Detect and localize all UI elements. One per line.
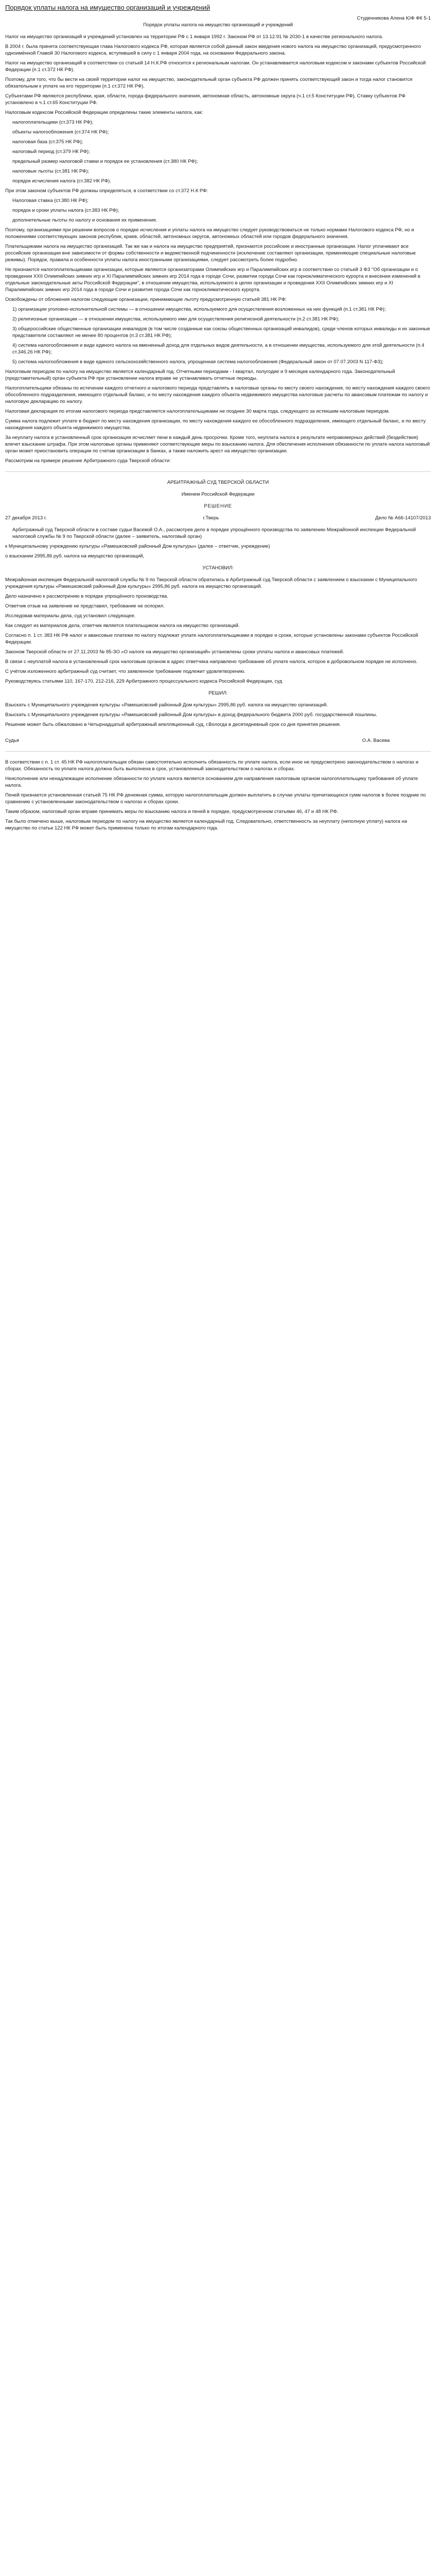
exemption-item: 3) общероссийские общественные организации инвалидов (в том числе созданные как союзы общественных организаций инвалидов), среди членов которых инвалиды и их законные представители составляют не менее 80 процентов (п.3 ст.381 НК РФ); bbox=[12, 326, 430, 338]
decision-paragraph: Исследовав материалы дела, суд установил следующее. bbox=[5, 613, 136, 619]
outro-paragraph: В соответствии с п. 1 ст. 45 НК РФ налогоплательщик обязан самостоятельно исполнить обязанность по уплате налога, если иное не предусмотрено законодательством о налогах и сборах. Обязанность по уплате налога должна быть выполнена в срок, установленный законодательством о налогах и сборах. bbox=[5, 759, 418, 772]
tax-element-item: налоговый период (ст.379 НК РФ); bbox=[12, 149, 90, 155]
judge-signature-row bbox=[5, 737, 390, 744]
intro-paragraph: Налоговым кодексом Российской Федерации определены такие элементы налога, как: bbox=[5, 110, 203, 115]
decision-paragraph: С учётом изложенного арбитражный суд считает, что заявленное требование подлежит удовлетворению. bbox=[5, 669, 246, 674]
decision-paragraph: Законом Тверской области от 27.11.2003 № 85-ЗО «О налоге на имущество организаций» установлены сроки уплаты налога и авансовых платежей. bbox=[5, 649, 344, 655]
tax-element-item: порядок исчисления налога (ст.382 НК РФ). bbox=[12, 178, 111, 184]
outro-paragraph: Таким образом, налоговый орган вправе принимать меры по взысканию налога и пеней в порядке, предусмотренном статьями 46, 47 и 48 НК РФ. bbox=[5, 809, 339, 815]
tax-element-item: объекты налогообложения (ст.374 НК РФ); bbox=[12, 129, 109, 135]
decision-section-heading: РЕШИЛ: bbox=[208, 690, 228, 696]
judge-name: О.А. Васева bbox=[362, 738, 390, 743]
intro-paragraph: В 2004 г. была принята соответствующая глава Налогового кодекса РФ, которая является собой данный закон введения нового налога на имущество организаций, предусмотренного одноимённой Главой 30 Налогового кодекса, вступившей в силу с 1 января 2004 года, на основании Федерального закона. bbox=[5, 44, 421, 56]
intro-paragraph: Налоговым периодом по налогу на имущество является календарный год. Отчетными периодами - I квартал, полугодие и 9 месяцев календарного года. Законодательный (представительный) орган субъекта РФ при установлении налога вправе не устанавливать отчетные периоды. bbox=[5, 369, 395, 381]
intro-paragraph: Налог на имущество организаций и учреждений установлен на территории РФ с 1 января 1992 г. Законом РФ от 13.12.91 № 2030-1 в качестве регионального налога. bbox=[5, 34, 383, 40]
exemption-item: 1) организации уголовно-исполнительной системы — в отношении имущества, используемого для осуществления возложенных на них функций (п.1 ст.381 НК РФ); bbox=[12, 307, 386, 312]
decision-paragraph: Взыскать с Муниципального учреждения культуры «Рамешковский районный Дом культуры» 2995,86 руб. налога на имущество организаций. bbox=[5, 702, 328, 708]
exemption-item: 4) система налогообложения и виде единого налога на вмененный доход для отдельных видов деятельности, а в отношении имущества, используемого для этой деятельности (п.4 ст.346.26 НК РФ); bbox=[12, 343, 425, 355]
court-decision bbox=[5, 479, 431, 744]
decision-paragraph: Как следует из материалов дела, ответчик является плательщиком налога на имущество организаций. bbox=[5, 623, 240, 629]
section-divider bbox=[5, 471, 431, 472]
decision-kind: РЕШЕНИЕ bbox=[204, 503, 232, 509]
tax-element-item: налогоплательщики (ст.373 НК РФ); bbox=[12, 120, 94, 125]
decision-date: 27 декабря 2013 г. bbox=[5, 515, 47, 521]
intro-paragraph: Налогоплательщики обязаны по истечении каждого отчетного и налогового периода представлять в налоговые органы по месту своего нахождения, по месту нахождения каждого своего обособленного подразделения, имеющего отдельный баланс, и по месту нахождения каждого объекта недвижимого имущества налоговые расчеты по авансовым платежам по налогу и налоговую декларацию по налогу. bbox=[5, 385, 430, 404]
section-divider bbox=[5, 751, 431, 752]
court-name: АРБИТРАЖНЫЙ СУД ТВЕРСКОЙ ОБЛАСТИ bbox=[167, 480, 269, 485]
judge-label: Судья bbox=[5, 738, 19, 743]
intro-paragraph: При этом законом субъектов РФ должны определяться, в соответствии со ст.372 Н.К РФ: bbox=[5, 188, 208, 194]
intro-paragraph: Налог на имущество организаций в соответствии со статьей 14 Н.К.РФ относится к региональным налогам. Он устанавливается налоговым кодексом и законами субъектов Российской Федерации (п.1 ст.372 НК РФ). bbox=[5, 60, 426, 73]
document-page bbox=[0, 0, 436, 845]
decision-paragraph: Ответчик отзыв на заявление не представил, требование не оспорил. bbox=[5, 603, 165, 609]
outro-paragraph: Неисполнение или ненадлежащее исполнение обязанности по уплате налога является основанием для направления налоговым органом налогоплательщику требования об уплате налога. bbox=[5, 776, 418, 788]
decision-paragraph: Согласно п. 1 ст. 383 НК РФ налог и авансовые платежи по налогу подлежат уплате налогоплательщиками в порядке и сроки, которые установлены законами субъектов Российской Федерации. bbox=[5, 633, 418, 645]
intro-paragraph: Субъектами РФ являются республики, края, области, города федерального значения, автономная область, автономные округа (ч.1 ст.5 Конституции РФ). Ставку субъектов РФ установлено в ч.1 ст.65 Конституции РФ. bbox=[5, 93, 406, 106]
tax-element-item: налоговые льготы (ст.381 НК РФ); bbox=[12, 168, 90, 174]
intro-paragraph: Поэтому, организациями при решении вопросов о порядке исчисления и уплаты налога на имущество следует руководствоваться не только нормами Налогового кодекса РФ, но и положениями соответствующих законов республик, краев, областей, автономных округов, автономных областей или городов федерального значения. bbox=[5, 227, 414, 240]
intro-paragraph: Налоговая декларация по итогам налогового периода представляется налогоплательщиками не позднее 30 марта года, следующего за истекшим налоговым периодом. bbox=[5, 409, 390, 414]
intro-paragraph: Освобождены от обложения налогом следующие организации, принимающие льготу предусмотренную статьей 381 НК РФ: bbox=[5, 297, 287, 302]
intro-paragraph: Поэтому, для того, что бы вести на своей территории налог на имущество, законодательный орган субъекта РФ должен принять соответствующий закон и тогда налог становится обязательным к уплате на его территории (п.1 ст.372 НК РФ). bbox=[5, 77, 412, 89]
exemption-item: 5) система налогообложения в виде единого сельскохозяйственного налога, упрощенная система налогообложения (Федеральный закон от 07.07.2003 N 117-ФЗ); bbox=[12, 359, 383, 365]
decision-paragraph: Руководствуясь статьями 110, 167-170, 212-216, 229 Арбитражного процессуального кодекса Российской Федерации, суд bbox=[5, 679, 283, 684]
decision-paragraph: Межрайонная инспекция Федеральной налоговой службы № 9 по Тверской области обратилась в Арбитражный суд Тверской области с заявлением о взыскании с Муниципального учреждения культуры «Рамешковский районный Дом культуры» 2995,86 руб. налога на имущество организаций. bbox=[5, 577, 417, 589]
regional-element-item: Налоговая ставка (ст.380 НК РФ); bbox=[12, 198, 89, 204]
decision-paragraph: о взыскании 2995,86 руб. налога на имущество организаций, bbox=[5, 553, 145, 559]
intro-paragraph: Плательщиками налога на имущество организаций. Так же как и налога на имущество предприятий, признаются российские и иностранные организации. Налог уплачивают все российские организации вне зависимости от формы собственности и ведомственной подчиненности (исключение составляют организации, применяющие специальные налоговые режимы). Порядок, правила и особенности уплаты налога иностранными организациями, следует рассмотреть более подробно. bbox=[5, 244, 416, 263]
court-heading: Именем Российской Федерации bbox=[181, 492, 255, 497]
decision-paragraph: Дело назначено к рассмотрению в порядке упрощённого производства. bbox=[5, 594, 168, 599]
decision-meta-row bbox=[5, 515, 431, 521]
decision-city: г.Тверь bbox=[203, 515, 219, 521]
intro-paragraph: За неуплату налога в установленный срок организация исчисляет пени в каждый день просрочки. Кроме того, неуплата налога в результате неправомерных действий (бездействия) влечет взыскание штрафа. При этом налоговые органы применяют соответствующие меры по взысканию налога. Для обеспечения исполнения обязанности по уплате налога налоговый орган может приостановить операции по счетам организации в банках, а также наложить арест на имущество организации. bbox=[5, 435, 430, 454]
doc-subtitle: Порядок уплаты налога на имущество организаций и учреждений bbox=[143, 22, 293, 28]
doc-title: Порядок уплаты налога на имущество организаций и учреждений bbox=[5, 4, 211, 11]
outro-paragraph: Так было отмечено выше, налоговым периодом по налогу на имущество является календарный год. Следовательно, ответственность за неуплату (неполную уплату) налога на имущество по статье 122 НК РФ может быть применена только по итогам календарного года. bbox=[5, 819, 407, 831]
decision-paragraph: к Муниципальному учреждению культуры «Рамешковский районный Дом культуры» (далее – ответчик, учреждение) bbox=[5, 544, 270, 549]
decision-section-heading: УСТАНОВИЛ: bbox=[202, 565, 234, 571]
doc-author: Студенникова Алена ЮФ ФК 5-1 bbox=[357, 15, 431, 21]
intro-section bbox=[5, 33, 431, 464]
regional-element-item: порядок и сроки уплаты налога (ст.383 НК РФ); bbox=[12, 208, 119, 213]
tax-element-item: налоговая база (ст.375 НК РФ); bbox=[12, 139, 83, 145]
intro-paragraph: Сумма налога подлежит уплате в бюджет по месту нахождения организации, по месту нахождения каждого ее обособленного подразделения, имеющего отдельный баланс, и по месту нахождения каждого объекта недвижимого имущества. bbox=[5, 418, 426, 431]
intro-paragraph: Не признаются налогоплательщиками организации, которые являются организаторами Олимпийских игр и Паралимпийских игр в соответствии со статьей 3 ФЗ "Об организации и о проведении XXII Олимпийских зимних игр и XI Паралимпийских зимних игр 2014 года в городе Сочи, развитии города Сочи как горноклиматического курорта и внесении изменений в отдельные законодательные акты Российской Федерации", в отношении имущества, используемого в целях организации и проведения XXII Олимпийских зимних игр и XI Паралимпийских зимних игр 2014 года в городе Сочи и развития города Сочи как горноклиматического курорта. bbox=[5, 267, 421, 293]
outro-section bbox=[5, 759, 431, 832]
outro-paragraph: Пеней признается установленная статьей 75 НК РФ денежная сумма, которую налогоплательщик должен выплатить в случае уплаты причитающихся сумм налогов в более поздние по сравнению с установленными законодательством о налогах и сборах сроки. bbox=[5, 792, 426, 805]
decision-paragraph: Решение может быть обжаловано в Четырнадцатый арбитражный апелляционный суд, г.Вологда в десятидневный срок со дня принятия решения. bbox=[5, 722, 341, 727]
tax-element-item: предельный размер налоговой ставки и порядок ее установления (ст.380 НК РФ); bbox=[12, 159, 198, 164]
exemption-item: 2) религиозные организации — в отношении имущества, используемого ими для осуществления религиозной деятельности (п.2 ст.381 НК РФ); bbox=[12, 316, 339, 322]
decision-paragraph: В связи с неуплатой налога в установленный срок налоговым органом в адрес ответчика направлено требование об уплате налога, которое в добровольном порядке не исполнено. bbox=[5, 659, 418, 665]
regional-element-item: дополнительные льготы по налогу и основания их применения. bbox=[12, 217, 158, 223]
decision-paragraph: Арбитражный суд Тверской области в составе судьи Васевой О.А., рассмотрев дело в порядке упрощённого производства по заявлению Межрайонной инспекции Федеральной налоговой службы № 9 по Тверской области (далее – заявитель, налоговый орган) bbox=[12, 527, 416, 539]
intro-paragraph: Рассмотрим на примере решение Арбитражного суда Тверской области: bbox=[5, 458, 171, 464]
case-number: Дело № А66-14107/2013 bbox=[375, 515, 431, 521]
decision-paragraph: Взыскать с Муниципального учреждения культуры «Рамешковский районный Дом культуры» в доход федерального бюджета 2000 руб. государственной пошлины. bbox=[5, 712, 377, 718]
